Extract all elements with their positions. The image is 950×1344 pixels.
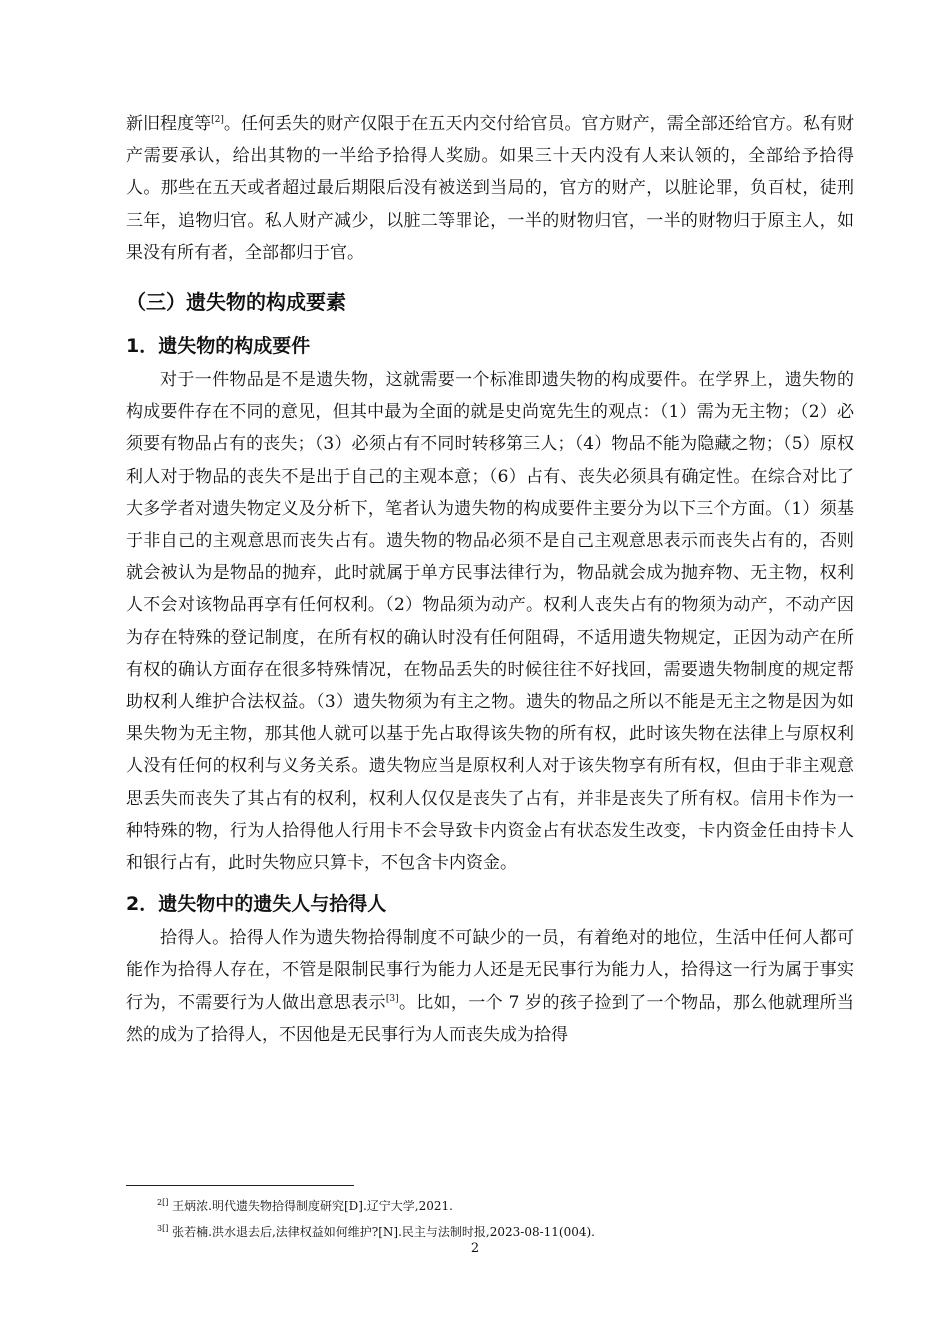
continued-text-before-ref: 新旧程度等 [126, 114, 212, 134]
subsection-2-body [126, 922, 854, 1051]
subsection-2-text-before-ref: 拾得人。拾得人作为遗失物拾得制度不可缺少的一员，有着绝对的地位，生活中任何人都可能作为拾得人存在，不管是限制民事行为能力人还是无民事行为能力人，拾得这一行为属于事实行为，不需要行为人做出意思表示 [126, 928, 854, 1013]
subsection-2-text-after-ref: 。比如，一个 7 岁的孩子捡到了一个物品，那么他就理所当然的成为了拾得人，不因他是无民事行为人而丧失成为拾得 [126, 992, 855, 1045]
footnote-2-text: 王炳浓.明代遗失物拾得制度研究[D].辽宁大学,2021. [172, 1199, 453, 1213]
subsection-2-heading: 2．遗失物中的遗失人与拾得人 [126, 893, 387, 916]
document-page [126, 108, 854, 1051]
footnote-3-text: 张若楠.洪水退去后,法律权益如何维护?[N].民主与法制时报,2023-08-11(004). [172, 1225, 595, 1239]
subsection-1-heading: 1．遗失物的构成要件 [126, 335, 311, 358]
subsection-1-body: 对于一件物品是不是遗失物，这就需要一个标准即遗失物的构成要件。在学界上，遗失物的构成要件存在不同的意见，但其中最为全面的就是史尚宽先生的观点：（1）需为无主物；（2）必须要有物品占有的丧失；（3）必须占有不同时转移第三人；（4）物品不能为隐藏之物；（5）原权利人对于物品的丧失不是出于自己的主观本意；（6）占有、丧失必须具有确定性。在综合对比了大多学者对遗失物定义及分析下，笔者认为遗失物的构成要件主要分为以下三个方面。（1）须基于非自己的主观意思而丧失占有。遗失物的物品必须不是自己主观意思表示而丧失占有的，否则就会被认为是物品的抛弃，此时就属于单方民事法律行为，物品就会成为抛弃物、无主物，权利人不会对该物品再享有任何权利。（2）物品须为动产。权利人丧失占有的物须为动产，不动产因为存在特殊的登记制度，在所有权的确认时没有任何阻碍，不适用遗失物规定，正因为动产在所有权的确认方面存在很多特殊情况，在物品丢失的时候往往不好找回，需要遗失物制度的规定帮助权利人维护合法权益。（3）遗失物须为有主之物。遗失的物品之所以不能是无主之物是因为如果失物为无主物，那其他人就可以基于先占取得该失物的所有权，此时该失物在法律上与原权利人没有任何的权利与义务关系。遗失物应当是原权利人对于该失物享有所有权，但由于非主观意思丢失而丧失了其占有的权利，权利人仅仅是丧失了占有，并非是丧失了所有权。信用卡作为一种特殊的物，行为人拾得他人行用卡不会导致卡内资金占有状态发生改变，卡内资金任由持卡人和银行占有，此时失物应只算卡，不包含卡内资金。 [126, 370, 854, 874]
footnote-ref-2[interactable]: [2] [211, 115, 224, 125]
page-number: 2 [470, 1241, 480, 1256]
continued-paragraph [126, 108, 854, 269]
continued-text-after-ref: 。任何丢失的财产仅限于在五天内交付给官员。官方财产，需全部还给官方。私有财产需要承认，给出其物的一半给予拾得人奖励。如果三十天内没有人来认领的，全部给予拾得人。那些在五天或者超过最后期限后没有被送到当局的，官方的财产，以脏论罪，负百杖，徒刑三年，追物归官。私人财产减少，以脏二等罪论，一半的财物归官，一半的财物归于原主人，如果没有所有者，全部都归于官。 [126, 114, 855, 263]
footnote-3-mark: 3[] [157, 1224, 169, 1233]
footnote-3 [157, 1224, 595, 1240]
section-heading: （三）遗失物的构成要素 [126, 290, 346, 315]
footnote-ref-3[interactable]: [3] [385, 993, 399, 1004]
footnote-separator [126, 1185, 354, 1186]
footnote-2-mark: 2[] [157, 1198, 169, 1207]
footnote-2 [157, 1198, 453, 1214]
